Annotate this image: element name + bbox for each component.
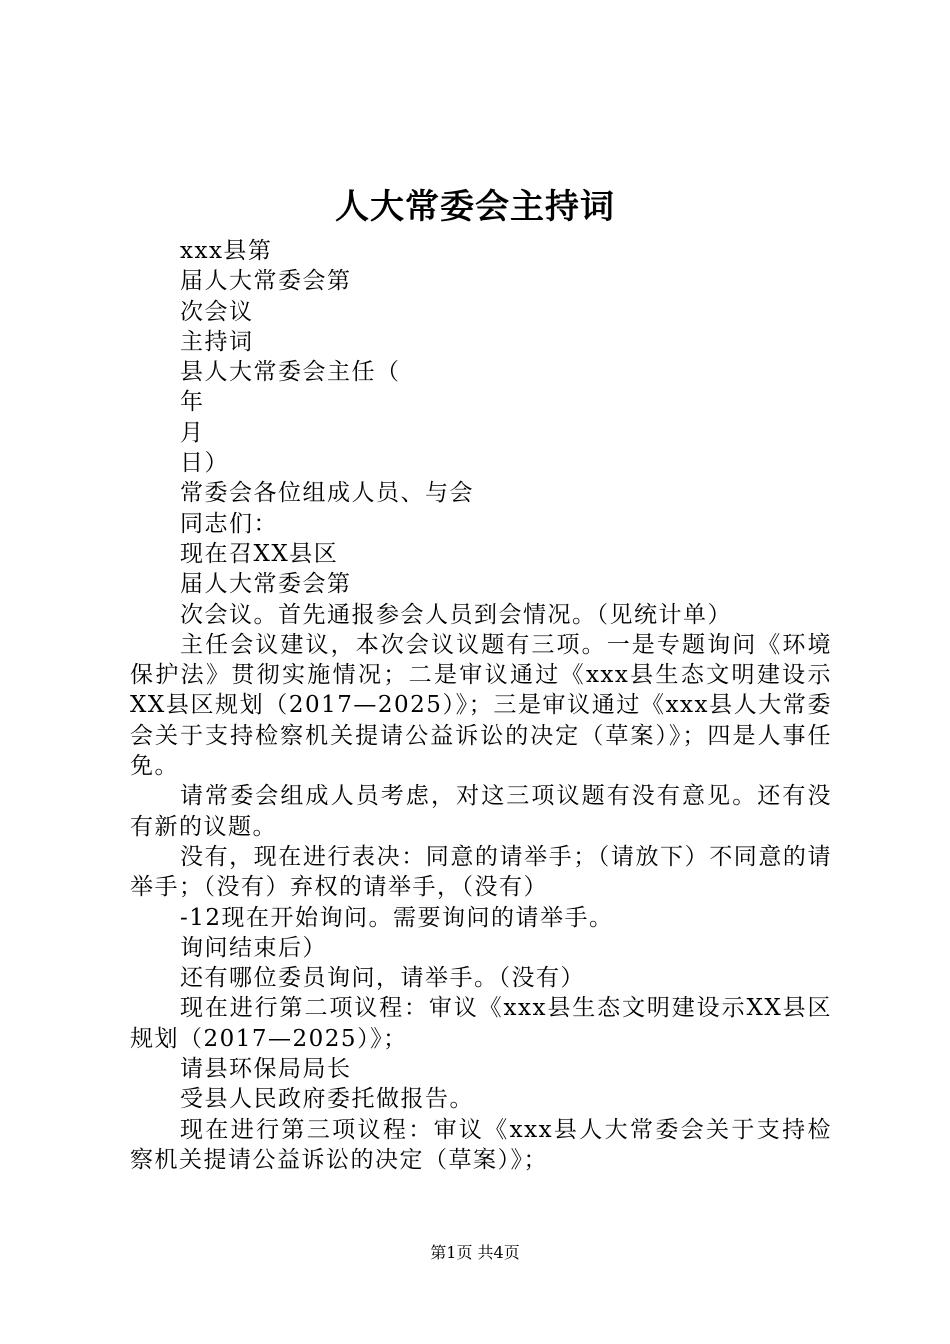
paragraph: 次会议: [180, 298, 254, 325]
paragraph: xxx县第: [180, 238, 273, 264]
paragraph: 同志们：: [180, 510, 278, 537]
page-number-footer: 第1页 共4页: [430, 1243, 520, 1262]
paragraph: 现在召XX县区: [180, 540, 339, 567]
paragraph: 主持词: [180, 328, 254, 355]
paragraph: 常委会各位组成人员、与会: [180, 480, 474, 507]
document-title: 人大常委会主持词: [335, 187, 615, 227]
paragraph: 届人大常委会第: [180, 268, 352, 295]
paragraph: 主任会议建议，本次会议议题有三项。一是专题询问《环境保护法》贯彻实施情况；二是审议通过《xxx县生态文明建设示XX县区规划（2017—2025）》；三是审议通过《xxx县人大常委会关于支持检察机关提请公益诉讼的决定（草案）》；四是人事任免。: [130, 631, 832, 780]
paragraph: -12现在开始询问。需要询问的请举手。: [180, 904, 614, 931]
paragraph: 现在进行第三项议程：审议《xxx县人大常委会关于支持检察机关提请公益诉讼的决定（草案）》；: [130, 1116, 832, 1173]
paragraph: 询问结束后）: [180, 934, 327, 961]
paragraph: 受县人民政府委托做报告。: [180, 1086, 474, 1113]
paragraph: 日）: [180, 450, 229, 477]
paragraph: 届人大常委会第: [180, 571, 352, 598]
paragraph: 月: [180, 419, 205, 446]
paragraph: 还有哪位委员询问，请举手。（没有）: [180, 965, 585, 992]
document-body: [130, 236, 832, 1175]
paragraph: 现在进行第二项议程：审议《xxx县生态文明建设示XX县区规划（2017—2025）》；: [130, 995, 832, 1052]
paragraph: 没有，现在进行表决：同意的请举手；（请放下）不同意的请举手；（没有）弃权的请举手，（没有）: [130, 843, 832, 901]
paragraph: 县人大常委会主任（: [180, 359, 401, 386]
paragraph: 请县环保局局长: [180, 1056, 352, 1083]
paragraph: 次会议。首先通报参会人员到会情况。（见统计单）: [180, 601, 732, 628]
paragraph: 年: [180, 389, 205, 416]
paragraph: 请常委会组成人员考虑，对这三项议题有没有意见。还有没有新的议题。: [130, 783, 832, 840]
